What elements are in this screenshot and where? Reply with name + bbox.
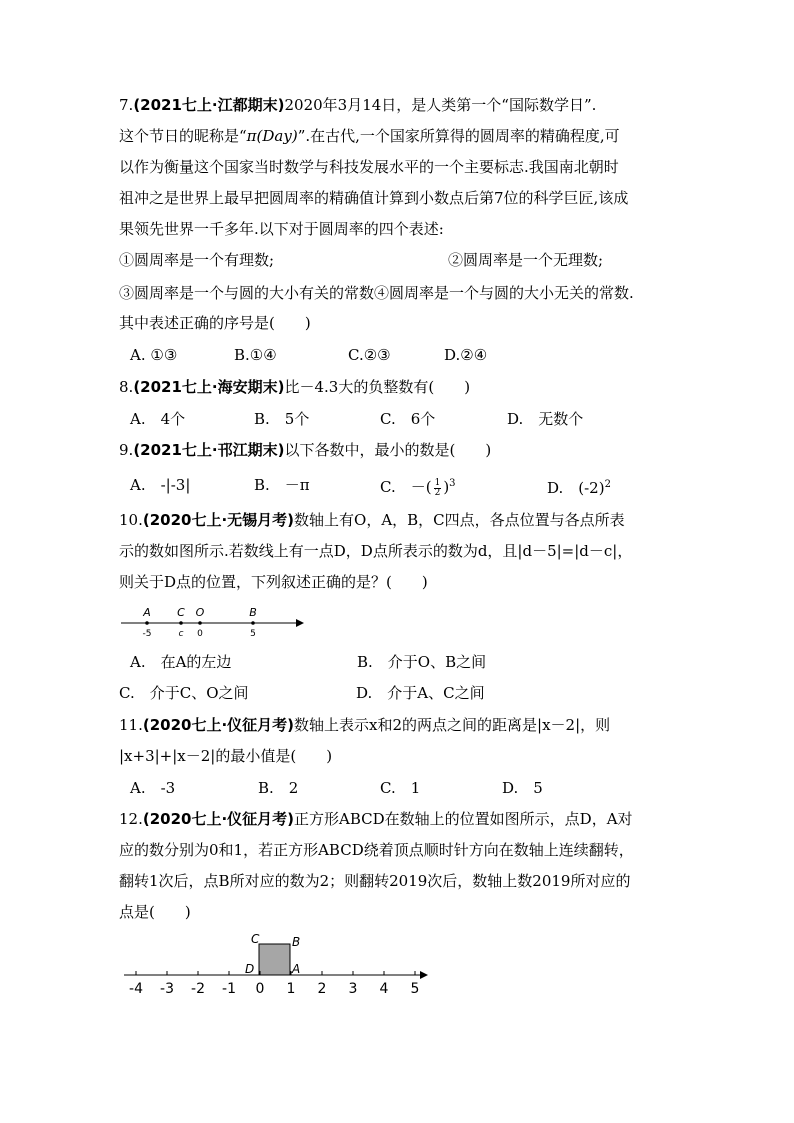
q11-text-1: 数轴上表示x和2的两点之间的距离是|x－2|，则 <box>294 716 611 734</box>
q11-option-c: C. 1 <box>380 779 421 797</box>
q12-tick-label: 1 <box>286 981 296 996</box>
q9-option-c <box>380 468 456 503</box>
q11-option-a: A. -3 <box>130 779 176 797</box>
q10-label-c: C <box>177 606 185 619</box>
q12-label-d: D <box>245 962 255 976</box>
q8-source: (2021七上·海安期末) <box>133 378 285 396</box>
q7-line3: 以作为衡量这个国家当时数学与科技发展水平的一个主要标志.我国南北朝时 <box>119 158 619 176</box>
q12-source: (2020七上·仪征月考) <box>142 810 295 828</box>
q10-text-1: 数轴上有O，A，B，C四点，各点位置与各点所表 <box>294 511 625 529</box>
q10-point-o <box>198 621 202 625</box>
q7-text-1: 2020年3月14日，是人类第一个“国际数学日”. <box>284 96 597 114</box>
q10-line2: 示的数如图所示.若数线上有一点D，D点所表示的数为d，且|d－5|=|d－c|， <box>119 542 633 560</box>
q8-number: 8. <box>119 378 134 396</box>
q9-option-c-suffix: ) <box>443 478 450 496</box>
q9-source: (2021七上·邗江期末) <box>133 441 285 459</box>
q7-option-c: C.②③ <box>348 346 391 364</box>
q10-point-a <box>145 621 149 625</box>
q10-label-a: A <box>143 606 151 619</box>
q7-line1 <box>119 95 596 115</box>
q9-fraction-numerator: 1 <box>434 477 441 488</box>
q10-source: (2020七上·无锡月考) <box>142 511 295 529</box>
q12-tick-label: 3 <box>348 981 358 996</box>
q7-number: 7. <box>119 96 134 114</box>
q9-line <box>119 440 491 460</box>
q7-text-2a: 这个节日的昵称是“ <box>119 127 247 145</box>
q7-line5: 果领先世界一千多年.以下对于圆周率的四个表述: <box>119 220 444 238</box>
q10-point-c <box>179 621 183 625</box>
q12-label-c: C <box>251 932 260 946</box>
q8-option-b: B. 5个 <box>254 410 310 428</box>
q8-text: 比－4.3大的负整数有( ) <box>284 378 471 396</box>
q12-label-b: B <box>292 935 301 949</box>
q8-option-c: C. 6个 <box>380 410 436 428</box>
q10-line3: 则关于D点的位置，下列叙述正确的是？( ) <box>119 573 428 591</box>
q9-option-c-fraction <box>434 479 442 498</box>
q7-line2 <box>119 126 620 146</box>
q12-text-1: 正方形ABCD在数轴上的位置如图所示，点D，A对 <box>294 810 633 828</box>
q10-line1 <box>119 510 625 530</box>
q10-value-c: c <box>178 629 184 639</box>
q12-tick-label: -2 <box>191 981 205 996</box>
q11-option-d: D. 5 <box>502 779 543 797</box>
q12-number: 12. <box>119 810 143 828</box>
q10-option-a: A. 在A的左边 <box>130 653 232 671</box>
q12-line3: 翻转1次后，点B所对应的数为2；则翻转2019次后，数轴上数2019所对应的 <box>119 872 631 890</box>
q9-option-b: B. －π <box>254 476 310 494</box>
q10-number-line-figure <box>116 603 306 645</box>
q8-option-a: A. 4个 <box>130 410 186 428</box>
q10-option-d: D. 介于A、C之间 <box>356 684 485 702</box>
q12-number-line-figure <box>118 928 434 996</box>
q12-axis-arrow <box>420 971 428 979</box>
q10-label-b: B <box>249 606 257 619</box>
q10-number: 10. <box>119 511 143 529</box>
q7-text-2b: ”.在古代,一个国家所算得的圆周率的精确程度,可 <box>297 127 620 145</box>
q10-point-b <box>251 621 255 625</box>
q12-label-a: A <box>292 962 301 976</box>
q7-statement-1: ①圆周率是一个有理数; <box>119 251 275 269</box>
q7-option-a: A. ①③ <box>130 346 178 364</box>
q7-source: (2021七上·江都期末) <box>133 96 285 114</box>
q7-line4: 祖冲之是世界上最早把圆周率的精确值计算到小数点后第7位的科学巨匠,该成 <box>119 189 629 207</box>
q7-math-pi-day: π(Day) <box>246 127 298 145</box>
q12-tick-label: 0 <box>255 981 265 996</box>
q9-option-c-exponent: 3 <box>449 478 456 489</box>
q10-axis-arrow <box>296 619 304 627</box>
q11-source: (2020七上·仪征月考) <box>142 716 295 734</box>
q12-line2: 应的数分别为0和1，若正方形ABCD绕着顶点顺时针方向在数轴上连续翻转， <box>119 841 634 859</box>
q7-statement-3-4: ③圆周率是一个与圆的大小有关的常数④圆周率是一个与圆的大小无关的常数. <box>119 284 634 302</box>
q12-tick-label: 5 <box>410 981 420 996</box>
q10-value-b: 5 <box>250 629 256 639</box>
q12-line1 <box>119 809 633 829</box>
q8-option-d: D. 无数个 <box>507 410 584 428</box>
q11-line1 <box>119 715 610 735</box>
q12-tick-label: -3 <box>160 981 174 996</box>
q9-option-c-prefix: C. －( <box>380 478 432 496</box>
q12-tick-label: -1 <box>222 981 236 996</box>
q10-label-o: O <box>195 606 205 619</box>
q7-option-d: D.②④ <box>444 346 488 364</box>
q10-option-c: C. 介于C、O之间 <box>119 684 249 702</box>
q9-text: 以下各数中，最小的数是( ) <box>284 441 492 459</box>
q8-line <box>119 377 470 397</box>
q9-option-d-exponent: 2 <box>604 479 611 490</box>
q7-stem: 其中表述正确的序号是( ) <box>119 314 311 332</box>
q10-option-b: B. 介于O、B之间 <box>357 653 487 671</box>
q11-number: 11. <box>119 716 143 734</box>
q12-tick-label: 4 <box>379 981 389 996</box>
q9-number: 9. <box>119 441 134 459</box>
q12-tick-label: -4 <box>129 981 143 996</box>
q11-line2: |x+3|+|x－2|的最小值是( ) <box>119 747 333 765</box>
q12-square-abcd <box>259 944 290 975</box>
q10-value-o: 0 <box>197 629 203 639</box>
q9-option-a: A. -|-3| <box>130 476 191 494</box>
q9-option-d <box>547 475 611 498</box>
q10-value-a: -5 <box>142 629 152 639</box>
q9-fraction-denominator: 2 <box>434 487 441 498</box>
q7-option-b: B.①④ <box>234 346 277 364</box>
q7-statement-2: ②圆周率是一个无理数; <box>448 251 604 269</box>
q9-option-d-base: D. (-2) <box>547 479 605 497</box>
q12-line4: 点是( ) <box>119 903 191 921</box>
q11-option-b: B. 2 <box>258 779 299 797</box>
q12-tick-label: 2 <box>317 981 327 996</box>
